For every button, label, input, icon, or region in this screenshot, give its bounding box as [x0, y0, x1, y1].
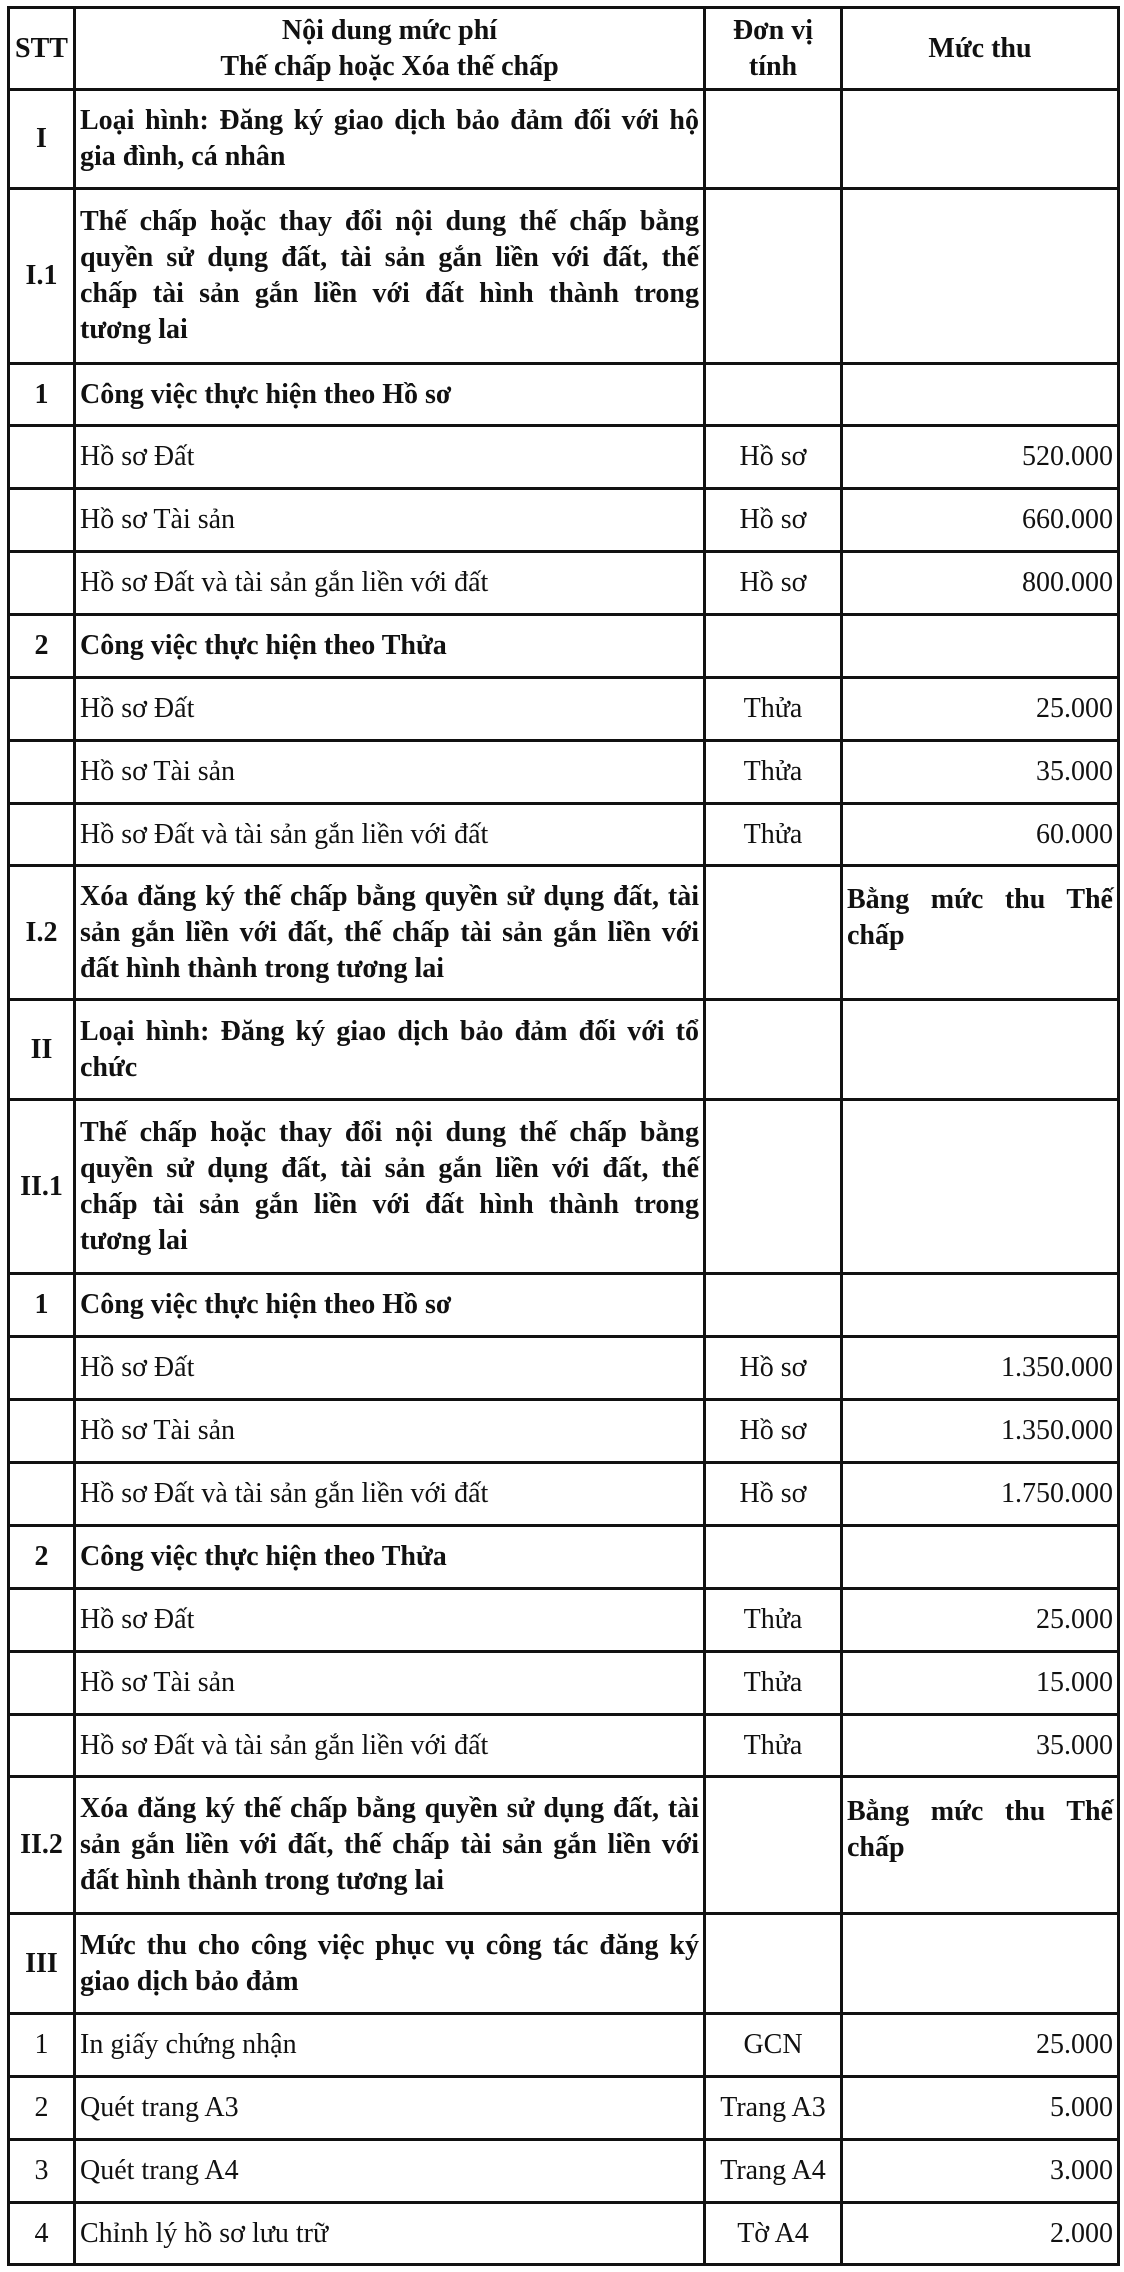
row-fee: 3.000	[842, 2140, 1119, 2203]
row-content: Thế chấp hoặc thay đổi nội dung thế chấp bằng quyền sử dụng đất, tài sản gắn liền với đất, thế chấp tài sản gắn liền với đất hình thành trong tương lai	[75, 1100, 705, 1274]
row-stt: II.2	[9, 1777, 75, 1914]
row-stt	[9, 1463, 75, 1526]
row-unit: Trang A3	[705, 2077, 842, 2140]
row-fee-note	[842, 866, 1119, 1000]
row-fee: 35.000	[842, 1715, 1119, 1777]
row-content: Hồ sơ Tài sản	[75, 1400, 705, 1463]
row-unit	[705, 866, 842, 1000]
row-content: Hồ sơ Tài sản	[75, 489, 705, 552]
row-stt	[9, 1715, 75, 1777]
fee-row	[9, 2203, 1119, 2265]
row-content: Quét trang A4	[75, 2140, 705, 2203]
row-stt	[9, 741, 75, 804]
fee-row	[9, 804, 1119, 866]
row-stt: 1	[9, 364, 75, 426]
row-fee	[842, 90, 1119, 189]
row-fee: 15.000	[842, 1652, 1119, 1715]
header-unit-line1: Đơn vị	[732, 14, 814, 46]
table-body	[9, 90, 1119, 2265]
row-fee: 1.750.000	[842, 1463, 1119, 1526]
fee-note-text: Bằng mức thu Thế chấp	[847, 883, 1113, 951]
row-content: Hồ sơ Đất và tài sản gắn liền với đất	[75, 1715, 705, 1777]
row-stt	[9, 804, 75, 866]
fee-row	[9, 1715, 1119, 1777]
row-unit: Thửa	[705, 1715, 842, 1777]
row-unit: Hồ sơ	[705, 1463, 842, 1526]
row-stt	[9, 1589, 75, 1652]
row-fee	[842, 364, 1119, 426]
row-fee	[842, 1100, 1119, 1274]
row-unit: Thửa	[705, 1589, 842, 1652]
row-content: Hồ sơ Đất và tài sản gắn liền với đất	[75, 552, 705, 615]
row-content: Mức thu cho công việc phục vụ công tác đăng ký giao dịch bảo đảm	[75, 1914, 705, 2014]
header-content-line2: Thế chấp hoặc Xóa thế chấp	[220, 50, 559, 82]
row-content: Loại hình: Đăng ký giao dịch bảo đảm đối với hộ gia đình, cá nhân	[75, 90, 705, 189]
row-stt: II	[9, 1000, 75, 1100]
group-row	[9, 1274, 1119, 1337]
row-unit	[705, 90, 842, 189]
row-stt: III	[9, 1914, 75, 2014]
row-fee: 660.000	[842, 489, 1119, 552]
group-row	[9, 615, 1119, 678]
row-stt: I.2	[9, 866, 75, 1000]
section-row	[9, 1000, 1119, 1100]
fee-row	[9, 1463, 1119, 1526]
row-unit: Thửa	[705, 678, 842, 741]
row-unit: Thửa	[705, 1652, 842, 1715]
row-content: Hồ sơ Tài sản	[75, 741, 705, 804]
row-stt: 1	[9, 2014, 75, 2077]
section-row	[9, 866, 1119, 1000]
row-content: In giấy chứng nhận	[75, 2014, 705, 2077]
row-fee	[842, 1914, 1119, 2014]
fee-row	[9, 552, 1119, 615]
fee-row	[9, 1400, 1119, 1463]
fee-schedule-table	[7, 6, 1120, 2266]
fee-row	[9, 489, 1119, 552]
row-fee: 5.000	[842, 2077, 1119, 2140]
header-unit	[705, 8, 842, 90]
row-content: Thế chấp hoặc thay đổi nội dung thế chấp bằng quyền sử dụng đất, tài sản gắn liền với đất, thế chấp tài sản gắn liền với đất hình thành trong tương lai	[75, 189, 705, 364]
row-stt: 3	[9, 2140, 75, 2203]
row-stt: II.1	[9, 1100, 75, 1274]
row-unit: Hồ sơ	[705, 552, 842, 615]
row-unit: Thửa	[705, 741, 842, 804]
row-stt: 1	[9, 1274, 75, 1337]
row-unit	[705, 1526, 842, 1589]
row-content: Hồ sơ Đất và tài sản gắn liền với đất	[75, 1463, 705, 1526]
row-unit	[705, 364, 842, 426]
row-content: Xóa đăng ký thế chấp bằng quyền sử dụng đất, tài sản gắn liền với đất, thế chấp tài sản gắn liền với đất hình thành trong tương lai	[75, 866, 705, 1000]
row-content: Hồ sơ Đất và tài sản gắn liền với đất	[75, 804, 705, 866]
row-content: Quét trang A3	[75, 2077, 705, 2140]
row-stt	[9, 678, 75, 741]
row-content: Hồ sơ Đất	[75, 1589, 705, 1652]
row-fee: 520.000	[842, 426, 1119, 489]
fee-row	[9, 2014, 1119, 2077]
row-stt: 2	[9, 615, 75, 678]
row-unit: Hồ sơ	[705, 426, 842, 489]
fee-row	[9, 1652, 1119, 1715]
fee-row	[9, 741, 1119, 804]
row-content: Xóa đăng ký thế chấp bằng quyền sử dụng đất, tài sản gắn liền với đất, thế chấp tài sản gắn liền với đất hình thành trong tương lai	[75, 1777, 705, 1914]
row-unit: Hồ sơ	[705, 1400, 842, 1463]
row-content: Công việc thực hiện theo Thửa	[75, 1526, 705, 1589]
row-content: Hồ sơ Đất	[75, 1337, 705, 1400]
row-content: Chỉnh lý hồ sơ lưu trữ	[75, 2203, 705, 2265]
row-fee	[842, 1274, 1119, 1337]
row-stt	[9, 1652, 75, 1715]
row-fee	[842, 615, 1119, 678]
fee-note-text: Bằng mức thu Thế chấp	[847, 1796, 1113, 1863]
header-content-line1: Nội dung mức phí	[281, 14, 498, 46]
fee-row	[9, 1337, 1119, 1400]
fee-row	[9, 2077, 1119, 2140]
row-fee	[842, 1000, 1119, 1100]
fee-row	[9, 2140, 1119, 2203]
row-fee	[842, 189, 1119, 364]
header-content	[75, 8, 705, 90]
row-unit: Tờ A4	[705, 2203, 842, 2265]
row-stt: I	[9, 90, 75, 189]
section-row	[9, 1777, 1119, 1914]
fee-row	[9, 678, 1119, 741]
row-fee: 60.000	[842, 804, 1119, 866]
header-row	[9, 8, 1119, 90]
header-unit-line2: tính	[748, 50, 798, 82]
row-unit	[705, 1777, 842, 1914]
row-fee-note	[842, 1777, 1119, 1914]
row-stt	[9, 1337, 75, 1400]
row-unit	[705, 1914, 842, 2014]
row-unit: Trang A4	[705, 2140, 842, 2203]
row-fee: 800.000	[842, 552, 1119, 615]
row-stt: 4	[9, 2203, 75, 2265]
row-content: Công việc thực hiện theo Hồ sơ	[75, 1274, 705, 1337]
row-unit: Hồ sơ	[705, 1337, 842, 1400]
row-stt: 2	[9, 2077, 75, 2140]
row-fee: 25.000	[842, 1589, 1119, 1652]
row-unit	[705, 615, 842, 678]
row-fee: 35.000	[842, 741, 1119, 804]
row-fee	[842, 1526, 1119, 1589]
row-stt	[9, 552, 75, 615]
row-fee: 2.000	[842, 2203, 1119, 2265]
row-unit	[705, 189, 842, 364]
fee-row	[9, 1589, 1119, 1652]
group-row	[9, 1526, 1119, 1589]
row-unit: Thửa	[705, 804, 842, 866]
row-stt: I.1	[9, 189, 75, 364]
row-fee: 1.350.000	[842, 1337, 1119, 1400]
row-fee: 1.350.000	[842, 1400, 1119, 1463]
fee-row	[9, 426, 1119, 489]
header-stt: STT	[9, 8, 75, 90]
row-stt	[9, 1400, 75, 1463]
row-content: Hồ sơ Đất	[75, 426, 705, 489]
section-row	[9, 90, 1119, 189]
row-stt	[9, 489, 75, 552]
row-content: Hồ sơ Tài sản	[75, 1652, 705, 1715]
row-unit	[705, 1274, 842, 1337]
header-fee: Mức thu	[842, 8, 1119, 90]
group-row	[9, 364, 1119, 426]
row-content: Loại hình: Đăng ký giao dịch bảo đảm đối với tổ chức	[75, 1000, 705, 1100]
row-content: Hồ sơ Đất	[75, 678, 705, 741]
row-unit	[705, 1000, 842, 1100]
section-row	[9, 189, 1119, 364]
row-unit: Hồ sơ	[705, 489, 842, 552]
row-unit	[705, 1100, 842, 1274]
section-row	[9, 1100, 1119, 1274]
row-content: Công việc thực hiện theo Hồ sơ	[75, 364, 705, 426]
row-stt	[9, 426, 75, 489]
row-fee: 25.000	[842, 678, 1119, 741]
row-content: Công việc thực hiện theo Thửa	[75, 615, 705, 678]
row-unit: GCN	[705, 2014, 842, 2077]
section-row	[9, 1914, 1119, 2014]
row-stt: 2	[9, 1526, 75, 1589]
row-fee: 25.000	[842, 2014, 1119, 2077]
